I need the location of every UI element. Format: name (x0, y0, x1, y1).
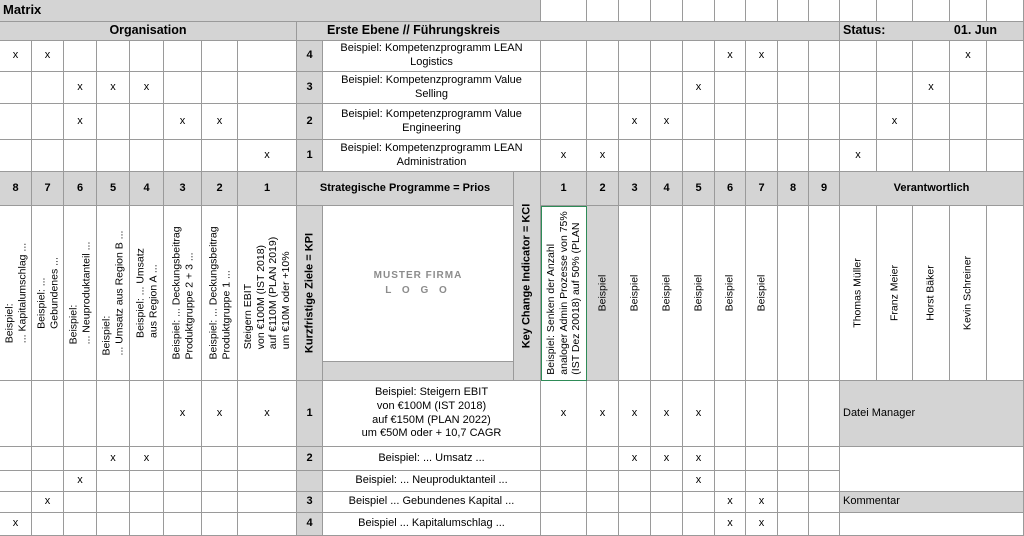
matrix-cell[interactable] (0, 381, 32, 447)
matrix-cell[interactable]: x (619, 381, 651, 447)
matrix-cell[interactable] (541, 471, 587, 492)
matrix-cell[interactable] (809, 140, 840, 172)
matrix-cell[interactable] (746, 447, 778, 471)
kpi-column-number[interactable]: 3 (164, 172, 202, 206)
matrix-cell[interactable] (587, 447, 619, 471)
matrix-cell[interactable] (97, 492, 130, 513)
matrix-cell[interactable] (541, 72, 587, 104)
matrix-cell[interactable] (809, 104, 840, 140)
matrix-cell[interactable] (587, 513, 619, 536)
matrix-cell[interactable] (164, 72, 202, 104)
kpi-column-number[interactable]: 7 (32, 172, 64, 206)
top-row-number[interactable]: 2 (297, 104, 323, 140)
kpi-column-number[interactable]: 6 (64, 172, 97, 206)
strategische-programme-label[interactable]: Strategische Programme = Prios (297, 172, 514, 206)
top-row-program[interactable]: Beispiel: Kompetenzprogramm LEAN Administration (323, 140, 541, 172)
blank-cell[interactable] (587, 0, 619, 22)
matrix-cell[interactable] (541, 447, 587, 471)
matrix-cell[interactable] (64, 140, 97, 172)
matrix-cell[interactable] (130, 104, 164, 140)
matrix-cell[interactable]: x (202, 104, 238, 140)
matrix-cell[interactable] (238, 471, 297, 492)
matrix-cell[interactable] (746, 72, 778, 104)
blank-cell[interactable] (778, 0, 809, 22)
matrix-cell[interactable]: x (587, 381, 619, 447)
matrix-cell[interactable] (541, 513, 587, 536)
matrix-cell[interactable] (683, 41, 715, 72)
matrix-cell[interactable] (32, 140, 64, 172)
matrix-cell[interactable] (715, 447, 746, 471)
blank-cell[interactable] (683, 0, 715, 22)
matrix-cell[interactable] (840, 72, 877, 104)
matrix-cell[interactable]: x (746, 492, 778, 513)
matrix-cell[interactable] (809, 492, 840, 513)
top-row-program[interactable]: Beispiel: Kompetenzprogramm LEAN Logistics (323, 41, 541, 72)
matrix-cell[interactable] (809, 41, 840, 72)
kpi-axis-label[interactable] (297, 206, 323, 381)
matrix-cell[interactable]: x (97, 447, 130, 471)
company-logo (323, 206, 514, 362)
matrix-cell[interactable] (715, 471, 746, 492)
matrix-cell[interactable] (746, 140, 778, 172)
blank-cell[interactable] (913, 0, 950, 22)
kpi-label[interactable] (164, 206, 202, 381)
matrix-cell[interactable] (0, 447, 32, 471)
kci-label[interactable] (587, 206, 619, 381)
blank-cell[interactable] (323, 362, 514, 381)
blank-cell[interactable] (651, 0, 683, 22)
matrix-cell[interactable] (746, 381, 778, 447)
matrix-cell[interactable]: x (130, 447, 164, 471)
bottom-row-number[interactable]: 2 (297, 447, 323, 471)
vertical-text: Kevin Schreiner (961, 255, 974, 331)
kpi-column-number[interactable]: 4 (130, 172, 164, 206)
matrix-cell[interactable]: x (877, 104, 913, 140)
header-organisation[interactable]: Organisation (0, 22, 297, 41)
kci-column-number[interactable]: 3 (619, 172, 651, 206)
matrix-cell[interactable] (32, 104, 64, 140)
person-name[interactable] (950, 206, 987, 381)
kci-label[interactable] (651, 206, 683, 381)
matrix-cell[interactable] (619, 513, 651, 536)
matrix-cell[interactable] (778, 447, 809, 471)
kpi-label[interactable] (64, 206, 97, 381)
matrix-cell[interactable]: x (0, 513, 32, 536)
bottom-row-goal[interactable]: Beispiel: ... Neuproduktanteil ... (323, 471, 541, 492)
kommentar-cell[interactable]: Kommentar (840, 492, 1024, 513)
matrix-cell[interactable] (202, 72, 238, 104)
bottom-row-goal[interactable]: Beispiel: ... Umsatz ... (323, 447, 541, 471)
top-row-number[interactable]: 1 (297, 140, 323, 172)
matrix-cell[interactable] (778, 140, 809, 172)
blank-cell[interactable] (619, 0, 651, 22)
verantwortlich-label[interactable]: Verantwortlich (840, 172, 1024, 206)
matrix-cell[interactable] (202, 447, 238, 471)
matrix-cell[interactable] (64, 41, 97, 72)
matrix-cell[interactable] (238, 447, 297, 471)
matrix-cell[interactable] (97, 381, 130, 447)
bottom-row-number[interactable]: 1 (297, 381, 323, 447)
kci-column-number[interactable]: 6 (715, 172, 746, 206)
kci-label[interactable] (809, 206, 840, 381)
matrix-cell[interactable] (809, 381, 840, 447)
kci-axis-label[interactable] (514, 172, 541, 381)
vertical-text: Beispiel: ... Kapitalumschlag ... (2, 242, 28, 344)
matrix-cell[interactable] (651, 140, 683, 172)
bottom-row-goal[interactable]: Beispiel ... Kapitalumschlag ... (323, 513, 541, 536)
matrix-cell[interactable]: x (683, 381, 715, 447)
matrix-cell[interactable] (238, 72, 297, 104)
matrix-cell[interactable]: x (840, 140, 877, 172)
matrix-cell[interactable] (97, 104, 130, 140)
matrix-cell[interactable] (587, 492, 619, 513)
bottom-row-number[interactable]: 3 (297, 492, 323, 513)
status-label: Status: (843, 23, 886, 38)
vertical-text: Beispiel: ... Gebundenes ... (34, 257, 60, 329)
matrix-cell[interactable] (130, 381, 164, 447)
matrix-cell[interactable] (913, 140, 950, 172)
matrix-cell[interactable] (778, 471, 809, 492)
kpi-column-number[interactable]: 1 (238, 172, 297, 206)
vertical-text: Beispiel (692, 274, 705, 312)
blank-cell[interactable] (840, 513, 1024, 536)
person-name[interactable] (913, 206, 950, 381)
kci-column-number[interactable]: 4 (651, 172, 683, 206)
matrix-cell[interactable]: x (32, 41, 64, 72)
top-row-program[interactable]: Beispiel: Kompetenzprogramm Value Selling (323, 72, 541, 104)
matrix-cell[interactable] (809, 447, 840, 471)
matrix-cell[interactable] (97, 471, 130, 492)
matrix-cell[interactable] (950, 104, 987, 140)
matrix-cell[interactable] (202, 471, 238, 492)
matrix-cell[interactable]: x (746, 41, 778, 72)
matrix-cell[interactable] (950, 72, 987, 104)
matrix-cell[interactable] (778, 104, 809, 140)
vertical-text: Beispiel: ... Umsatz aus Region B ... (100, 230, 125, 356)
matrix-cell[interactable]: x (651, 447, 683, 471)
vertical-text: Beispiel (723, 274, 736, 312)
matrix-cell[interactable] (778, 381, 809, 447)
blank-cell[interactable] (987, 0, 1024, 22)
matrix-cell[interactable] (809, 513, 840, 536)
person-name[interactable] (840, 206, 877, 381)
blank-cell[interactable] (950, 0, 987, 22)
matrix-cell[interactable] (877, 72, 913, 104)
matrix-cell[interactable] (130, 140, 164, 172)
matrix-cell[interactable] (746, 471, 778, 492)
matrix-cell[interactable]: x (715, 492, 746, 513)
matrix-cell[interactable] (651, 471, 683, 492)
matrix-cell[interactable] (987, 104, 1024, 140)
kci-column-number[interactable]: 1 (541, 172, 587, 206)
vertical-text: Beispiel: ... Umsatz aus Region A ... (133, 248, 159, 338)
matrix-cell[interactable] (987, 140, 1024, 172)
bottom-row-goal[interactable]: Beispiel ... Gebundenes Kapital ... (323, 492, 541, 513)
blank-cell[interactable] (715, 0, 746, 22)
matrix-cell[interactable] (32, 513, 64, 536)
matrix-cell[interactable]: x (238, 140, 297, 172)
kci-column-number[interactable]: 8 (778, 172, 809, 206)
kpi-label[interactable] (130, 206, 164, 381)
matrix-cell[interactable] (238, 41, 297, 72)
kpi-column-number[interactable]: 5 (97, 172, 130, 206)
matrix-cell[interactable] (913, 104, 950, 140)
matrix-cell[interactable] (32, 471, 64, 492)
matrix-cell[interactable]: x (0, 41, 32, 72)
matrix-cell[interactable]: x (913, 72, 950, 104)
sheet-title[interactable]: Matrix (0, 0, 541, 22)
matrix-cell[interactable] (913, 41, 950, 72)
matrix-cell[interactable]: x (164, 381, 202, 447)
matrix-cell[interactable] (541, 492, 587, 513)
vertical-text: Horst Bäker (924, 265, 937, 321)
matrix-cell[interactable]: x (683, 72, 715, 104)
matrix-cell[interactable] (683, 492, 715, 513)
kci-label[interactable] (619, 206, 651, 381)
matrix-cell[interactable] (987, 72, 1024, 104)
matrix-cell[interactable] (840, 41, 877, 72)
matrix-cell[interactable] (683, 513, 715, 536)
matrix-cell[interactable]: x (97, 72, 130, 104)
logo-line2: L O G O (385, 284, 451, 296)
matrix-cell[interactable] (64, 447, 97, 471)
matrix-cell[interactable] (164, 492, 202, 513)
matrix-cell[interactable]: x (619, 104, 651, 140)
vertical-text: Kurzfristige Ziele = KPI (302, 232, 315, 354)
matrix-cell[interactable] (64, 513, 97, 536)
matrix-cell[interactable]: x (32, 492, 64, 513)
matrix-cell[interactable]: x (64, 471, 97, 492)
matrix-cell[interactable]: x (619, 447, 651, 471)
matrix-cell[interactable]: x (746, 513, 778, 536)
kci-column-number[interactable]: 5 (683, 172, 715, 206)
vertical-text: Beispiel (628, 274, 641, 312)
kci-column-number[interactable]: 2 (587, 172, 619, 206)
blank-cell[interactable] (840, 447, 1024, 492)
header-erste-ebene[interactable]: Erste Ebene // Führungskreis (297, 22, 840, 41)
matrix-cell[interactable] (778, 72, 809, 104)
vertical-text: Beispiel: ... Deckungsbeitrag Produktgruppe 1 ... (206, 226, 232, 360)
matrix-cell[interactable]: x (130, 72, 164, 104)
matrix-cell[interactable] (619, 492, 651, 513)
matrix-cell[interactable]: x (651, 104, 683, 140)
matrix-cell[interactable] (840, 104, 877, 140)
blank-cell[interactable] (541, 0, 587, 22)
top-row-program[interactable]: Beispiel: Kompetenzprogramm Value Engineering (323, 104, 541, 140)
kci-column-number[interactable]: 9 (809, 172, 840, 206)
matrix-cell[interactable] (0, 140, 32, 172)
matrix-cell[interactable] (587, 104, 619, 140)
matrix-cell[interactable] (619, 41, 651, 72)
matrix-cell[interactable] (877, 140, 913, 172)
matrix-cell[interactable] (97, 41, 130, 72)
matrix-cell[interactable] (164, 41, 202, 72)
matrix-cell[interactable] (164, 513, 202, 536)
matrix-cell[interactable] (64, 381, 97, 447)
matrix-cell[interactable] (778, 492, 809, 513)
kci-label[interactable] (778, 206, 809, 381)
matrix-cell[interactable] (202, 41, 238, 72)
matrix-cell[interactable]: x (950, 41, 987, 72)
matrix-cell[interactable] (651, 72, 683, 104)
matrix-cell[interactable] (587, 41, 619, 72)
matrix-cell[interactable] (619, 72, 651, 104)
vertical-text: Thomas Müller (851, 258, 864, 328)
vertical-text: Beispiel: Senken der Anzahl analoger Admin Prozesse von 75% (IST Dez 20018) auf 50% (PLAN (544, 211, 582, 375)
vertical-text: Beispiel: ... Deckungsbeitrag Produktgruppe 2 + 3 ... (169, 226, 195, 360)
matrix-cell[interactable] (619, 140, 651, 172)
matrix-cell[interactable]: x (64, 72, 97, 104)
matrix-cell[interactable]: x (64, 104, 97, 140)
matrix-cell[interactable] (32, 447, 64, 471)
matrix-cell[interactable] (877, 41, 913, 72)
matrix-cell[interactable] (130, 41, 164, 72)
bottom-row-goal[interactable]: Beispiel: Steigern EBIT von €100M (IST 2018) auf €150M (PLAN 2022) um €50M oder + 10,7 CAGR (323, 381, 541, 447)
kpi-label[interactable] (97, 206, 130, 381)
matrix-cell[interactable] (541, 41, 587, 72)
matrix-cell[interactable] (202, 513, 238, 536)
matrix-cell[interactable] (683, 140, 715, 172)
matrix-cell[interactable] (238, 513, 297, 536)
matrix-cell[interactable] (202, 140, 238, 172)
status-date: 01. Jun (953, 23, 997, 38)
matrix-cell[interactable] (238, 104, 297, 140)
matrix-cell[interactable] (97, 513, 130, 536)
matrix-cell[interactable] (202, 492, 238, 513)
vertical-text: Steigern EBIT von €100M (IST 2018) auf €110M (PLAN 2019) um €10M oder +10% (241, 236, 292, 350)
matrix-cell[interactable] (164, 447, 202, 471)
matrix-cell[interactable] (715, 104, 746, 140)
kci-column-number[interactable]: 7 (746, 172, 778, 206)
matrix-cell[interactable]: x (683, 471, 715, 492)
vertical-text: Franz Meier (888, 264, 901, 322)
kpi-label[interactable] (32, 206, 64, 381)
matrix-cell[interactable]: x (715, 513, 746, 536)
matrix-cell[interactable] (809, 72, 840, 104)
matrix-cell[interactable] (238, 492, 297, 513)
matrix-cell[interactable] (651, 513, 683, 536)
matrix-cell[interactable] (715, 140, 746, 172)
matrix-cell[interactable] (950, 140, 987, 172)
matrix-cell[interactable] (0, 471, 32, 492)
matrix-cell[interactable] (987, 41, 1024, 72)
matrix-cell[interactable] (683, 104, 715, 140)
bottom-row-number[interactable] (297, 471, 323, 492)
kci-label[interactable] (541, 206, 587, 381)
matrix-cell[interactable] (651, 41, 683, 72)
kci-label[interactable] (746, 206, 778, 381)
matrix-cell[interactable]: x (587, 140, 619, 172)
vertical-text: Beispiel (660, 274, 673, 312)
kpi-label[interactable] (238, 206, 297, 381)
matrix-cell[interactable] (778, 41, 809, 72)
matrix-cell[interactable] (164, 471, 202, 492)
kpi-label[interactable] (0, 206, 32, 381)
kpi-column-number[interactable]: 2 (202, 172, 238, 206)
top-row-number[interactable]: 4 (297, 41, 323, 72)
matrix-cell[interactable] (64, 492, 97, 513)
person-name[interactable] (877, 206, 913, 381)
matrix-cell[interactable]: x (683, 447, 715, 471)
matrix-cell[interactable] (97, 140, 130, 172)
matrix-cell[interactable]: x (164, 104, 202, 140)
vertical-text: Beispiel: ... Neuproduktanteil ... (67, 241, 92, 345)
matrix-cell[interactable] (130, 492, 164, 513)
matrix-cell[interactable] (130, 513, 164, 536)
matrix-cell[interactable]: x (541, 140, 587, 172)
matrix-cell[interactable]: x (238, 381, 297, 447)
blank-cell[interactable] (809, 0, 840, 22)
matrix-cell[interactable]: x (202, 381, 238, 447)
logo-line1: MUSTER FIRMA (373, 270, 463, 281)
kci-label[interactable] (683, 206, 715, 381)
matrix-cell[interactable] (715, 381, 746, 447)
matrix-cell[interactable] (619, 471, 651, 492)
blank-cell[interactable] (987, 206, 1024, 381)
matrix-cell[interactable] (778, 513, 809, 536)
vertical-text: Beispiel (755, 274, 768, 312)
matrix-cell[interactable] (32, 381, 64, 447)
matrix-cell[interactable] (164, 140, 202, 172)
matrix-cell[interactable]: x (715, 41, 746, 72)
matrix-cell[interactable] (0, 72, 32, 104)
matrix-cell[interactable] (587, 72, 619, 104)
matrix-cell[interactable] (809, 471, 840, 492)
matrix-cell[interactable] (715, 72, 746, 104)
bottom-row-number[interactable]: 4 (297, 513, 323, 536)
matrix-cell[interactable] (587, 471, 619, 492)
matrix-cell[interactable] (746, 104, 778, 140)
matrix-cell[interactable]: x (541, 381, 587, 447)
kci-label[interactable] (715, 206, 746, 381)
blank-cell[interactable] (877, 0, 913, 22)
vertical-text: Beispiel (596, 274, 609, 312)
matrix-cell[interactable] (0, 104, 32, 140)
header-status[interactable] (840, 22, 1024, 41)
top-row-number[interactable]: 3 (297, 72, 323, 104)
vertical-text: Key Change Indicator = KCI (520, 203, 533, 349)
matrix-cell[interactable] (32, 72, 64, 104)
matrix-cell[interactable] (0, 492, 32, 513)
matrix-cell[interactable] (651, 492, 683, 513)
datei-manager-cell[interactable]: Datei Manager (840, 381, 1024, 447)
blank-cell[interactable] (840, 0, 877, 22)
kpi-column-number[interactable]: 8 (0, 172, 32, 206)
matrix-cell[interactable]: x (651, 381, 683, 447)
matrix-cell[interactable] (541, 104, 587, 140)
kpi-label[interactable] (202, 206, 238, 381)
matrix-cell[interactable] (130, 471, 164, 492)
blank-cell[interactable] (746, 0, 778, 22)
